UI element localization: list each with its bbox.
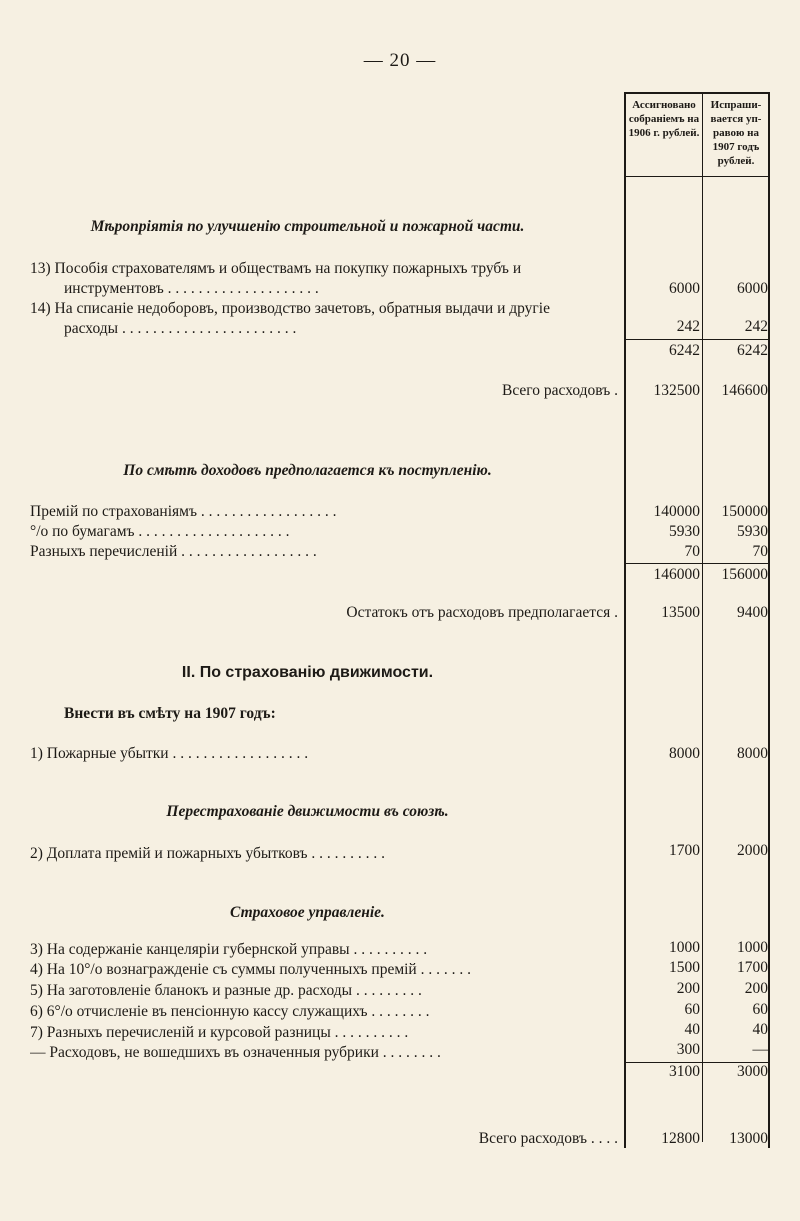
row-7-value-1907: 40 (752, 1021, 768, 1038)
row-interest-value-1907: 5930 (737, 523, 768, 540)
balance-value-1906: 13500 (661, 604, 700, 621)
row-interest-label: °/o по бумагамъ . . . . . . . . . . . . . . . . . . . . (30, 523, 290, 540)
row-3-value-1907: 1000 (737, 939, 768, 956)
row-4-value-1907: 1700 (737, 959, 768, 976)
page-number: — 20 — (363, 50, 437, 71)
row-5-value-1907: 200 (744, 980, 768, 997)
row-other-label: — Расходовъ, не вошедшихъ въ означенныя рубрики . . . . . . . . (30, 1044, 441, 1061)
total-expenses-value-1907: 146600 (721, 382, 768, 399)
subtotal-rule (626, 563, 768, 564)
column-header-1907: Испраши- вается уп- равою на 1907 годъ рублей. (710, 99, 762, 167)
column-header-1906: Ассигновано собраніемъ на 1906 г. рублей. (628, 99, 700, 139)
row-13-value-1907: 6000 (737, 280, 768, 297)
row-transfers-value-1907: 70 (752, 543, 768, 560)
row-1-value-1907: 8000 (737, 745, 768, 762)
subtotal-2-value-1907: 156000 (721, 566, 768, 583)
row-14-label-cont: расходы . . . . . . . . . . . . . . . . . . . . . . . (64, 320, 297, 337)
row-14-value-1907: 242 (744, 318, 768, 335)
balance-value-1907: 9400 (737, 604, 768, 621)
subtotal-2-value-1906: 146000 (653, 566, 700, 583)
row-13-value-1906: 6000 (669, 280, 700, 297)
note-include-in-estimate: Внести въ смѣту на 1907 годъ: (64, 705, 276, 722)
total-expenses-value-1906: 132500 (653, 382, 700, 399)
row-interest-value-1906: 5930 (669, 523, 700, 540)
row-3-value-1906: 1000 (669, 939, 700, 956)
row-4-value-1906: 1500 (669, 959, 700, 976)
row-2-value-1906: 1700 (669, 842, 700, 859)
total-expenses-label: Всего расходовъ . (502, 382, 618, 399)
row-14-label: 14) На списаніе недоборовъ, производство зачетовъ, обратныя выдачи и другіе (30, 300, 550, 317)
subtotal-3-value-1906: 3100 (669, 1063, 700, 1080)
row-14-value-1906: 242 (676, 318, 700, 335)
row-premiums-value-1907: 150000 (721, 503, 768, 520)
row-premiums-label: Премій по страхованіямъ . . . . . . . . . . . . . . . . . . (30, 503, 337, 520)
section-heading-administration: Страховое управленіе. (230, 904, 385, 921)
row-1-label: 1) Пожарные убытки . . . . . . . . . . . . . . . . . . (30, 745, 309, 762)
row-13-label: 13) Пособія страхователямъ и обществамъ на покупку пожарныхъ трубъ и (30, 260, 522, 277)
row-6-label: 6) 6°/o отчисленіе въ пенсіонную кассу служащихъ . . . . . . . . (30, 1003, 430, 1020)
section-heading-construction: Мѣропріятія по улучшенію строительной и пожарной части. (90, 218, 525, 235)
part-2-heading: II. По страхованію движимости. (181, 664, 434, 681)
row-2-label: 2) Доплата премій и пожарныхъ убытковъ . . . . . . . . . . (30, 845, 386, 862)
row-1-value-1906: 8000 (669, 745, 700, 762)
subtotal-rule (626, 339, 768, 340)
table-header-rule (624, 176, 770, 177)
section-heading-reinsurance: Перестрахованіе движимости въ союзѣ. (166, 803, 449, 820)
subtotal-1-value-1906: 6242 (669, 342, 700, 359)
row-transfers-label: Разныхъ перечисленій . . . . . . . . . . . . . . . . . . (30, 543, 317, 560)
row-5-value-1906: 200 (676, 980, 700, 997)
row-6-value-1907: 60 (752, 1001, 768, 1018)
final-total-value-1907: 13000 (729, 1130, 768, 1147)
final-total-value-1906: 12800 (661, 1130, 700, 1147)
row-3-label: 3) На содержаніе канцеляріи губернской управы . . . . . . . . . . (30, 941, 428, 958)
subtotal-1-value-1907: 6242 (737, 342, 768, 359)
subtotal-3-value-1907: 3000 (737, 1063, 768, 1080)
table-top-rule (624, 92, 770, 94)
balance-label: Остатокъ отъ расходовъ предполагается . (346, 604, 618, 621)
row-6-value-1906: 60 (684, 1001, 700, 1018)
row-7-label: 7) Разныхъ перечисленій и курсовой разницы . . . . . . . . . . (30, 1024, 409, 1041)
final-total-label: Всего расходовъ . . . . (478, 1130, 618, 1147)
table-column-divider (702, 92, 703, 1142)
row-4-label: 4) На 10°/o вознагражденіе съ суммы полученныхъ премій . . . . . . . (30, 961, 471, 978)
section-heading-revenue: По смѣтѣ доходовъ предполагается къ поступленію. (123, 462, 492, 479)
row-2-value-1907: 2000 (737, 842, 768, 859)
row-13-label-cont: инструментовъ . . . . . . . . . . . . . . . . . . . . (64, 280, 319, 297)
row-5-label: 5) На заготовленіе бланокъ и разные др. расходы . . . . . . . . . (30, 982, 422, 999)
table-right-border (768, 92, 770, 1148)
row-other-value-1907: — (752, 1041, 768, 1058)
row-7-value-1906: 40 (684, 1021, 700, 1038)
row-premiums-value-1906: 140000 (653, 503, 700, 520)
row-other-value-1906: 300 (676, 1041, 700, 1058)
row-transfers-value-1906: 70 (684, 543, 700, 560)
